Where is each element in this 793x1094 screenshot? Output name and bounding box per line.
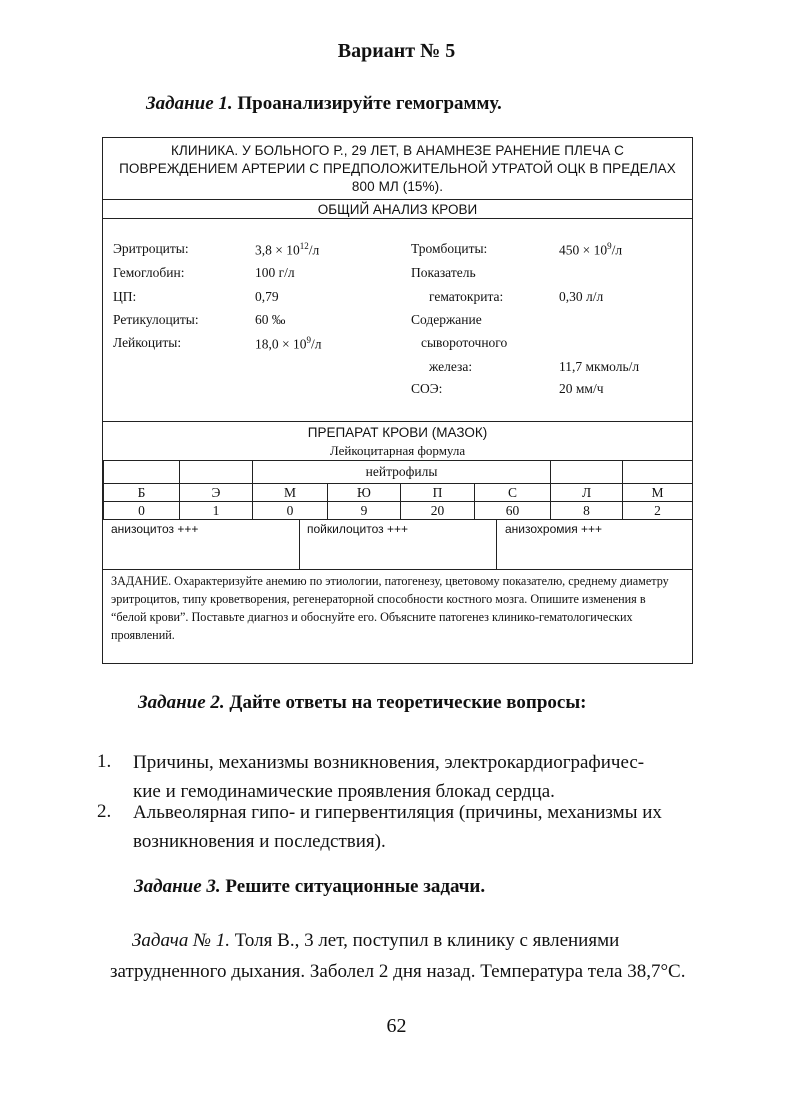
case-task-text: ЗАДАНИЕ. Охарактеризуйте анемию по этиологии, патогенезу, цветовому показателю, среднему диаметру эритроцитов, типу кроветворения, регенераторной способности костного мозга. Опишите изменения в “белой крови”. Поставьте диагноз и обоснуйте его. Объясните патогенез клинико-гематологических проявлений. (111, 574, 669, 642)
table-cell (551, 461, 623, 484)
question-2-line-1: Альвеолярная гипо- и гипервентиляция (причины, механизмы их (133, 802, 662, 823)
anisocytosis: анизоцитоз +++ (111, 522, 199, 536)
question-number: 1. (97, 751, 112, 772)
table-cell: 9 (328, 502, 401, 520)
table-cell: 0 (253, 502, 328, 520)
plt-value: $450 \times 10^9/л$ (559, 241, 623, 258)
task1-heading (146, 93, 502, 115)
table-cell: 8 (551, 502, 623, 520)
leukocyte-formula-table (103, 460, 693, 520)
hct-label-2: гематокрита: (429, 289, 504, 304)
question-2-line-2: возникновения и последствия). (133, 831, 386, 852)
wbc-label: Лейкоциты: (113, 335, 182, 350)
task3-text: Решите ситуационные задачи. (225, 876, 486, 897)
table-row (104, 484, 693, 502)
table-cell: 60 (475, 502, 551, 520)
divider (496, 519, 497, 569)
ci-label: ЦП: (113, 289, 137, 304)
hb-label: Гемоглобин: (113, 265, 185, 280)
table-header: С (475, 484, 551, 502)
table-header: М (623, 484, 693, 502)
task3-label: Задание 3. (134, 876, 221, 897)
anisochromia: анизохромия +++ (505, 522, 603, 536)
table-header: Л (551, 484, 623, 502)
table-cell: 2 (623, 502, 693, 520)
poikilocytosis: пойкилоцитоз +++ (307, 522, 408, 536)
table-header: Ю (328, 484, 401, 502)
divider (103, 421, 692, 422)
question-number: 2. (97, 801, 112, 822)
divider (103, 199, 692, 200)
iron-value: 11,7 мкмоль/л (559, 359, 640, 374)
table-header: Э (180, 484, 253, 502)
esr-value: 20 мм/ч (559, 381, 604, 396)
iron-label-1: Содержание (411, 312, 482, 327)
table-cell: 1 (180, 502, 253, 520)
table-header: П (401, 484, 475, 502)
task1-text: Проанализируйте гемограмму. (237, 93, 502, 114)
table-header: М (253, 484, 328, 502)
hct-label-1: Показатель (411, 265, 476, 280)
rbc-value: $3,8 \times 10^{12}/л$ (255, 241, 320, 258)
divider (103, 569, 692, 570)
wbc-value: $18,0 \times 10^9/л$ (255, 335, 322, 352)
table-row (104, 502, 693, 520)
neutrophils-header: нейтрофилы (253, 461, 551, 484)
page-number: 62 (386, 1015, 407, 1037)
hct-value: 0,30 л/л (559, 289, 604, 304)
case-box (102, 137, 693, 664)
table-cell (104, 461, 180, 484)
leukocyte-formula-title: Лейкоцитарная формула (329, 443, 466, 458)
question-2 (133, 798, 662, 856)
problem-1-label: Задача № 1. (132, 930, 230, 951)
problem-1 (110, 925, 698, 987)
page-title: Вариант № 5 (337, 40, 456, 62)
divider (103, 218, 692, 219)
retic-label: Ретикулоциты: (113, 312, 199, 327)
table-cell (623, 461, 693, 484)
esr-label: СОЭ: (411, 381, 443, 396)
question-1-line-1: Причины, механизмы возникновения, электрокардиографичес- (133, 752, 645, 773)
question-1-line-2: кие и гемодинамические проявления блокад сердца. (133, 781, 555, 802)
task3-heading (134, 876, 485, 898)
task1-label: Задание 1. (146, 93, 233, 114)
divider (299, 519, 300, 569)
iron-label-2: сывороточного (421, 335, 508, 350)
retic-value: 60 ‰ (255, 312, 286, 327)
table-row (104, 461, 693, 484)
ci-value: 0,79 (255, 289, 279, 304)
hb-value: 100 г/л (255, 265, 295, 280)
cbc-title: ОБЩИЙ АНАЛИЗ КРОВИ (317, 202, 478, 217)
smear-title: ПРЕПАРАТ КРОВИ (МАЗОК) (307, 425, 488, 440)
task2-text: Дайте ответы на теоретические вопросы: (229, 692, 587, 713)
clinic-text: КЛИНИКА. У БОЛЬНОГО Р., 29 ЛЕТ, В АНАМНЕЗЕ РАНЕНИЕ ПЛЕЧА С ПОВРЕЖДЕНИЕМ АРТЕРИИ С ПРЕДПОЛОЖИТЕЛЬНОЙ УТРАТОЙ ОЦК В ПРЕДЕЛАХ 800 МЛ (15%). (119, 143, 676, 194)
task2-heading (138, 692, 587, 714)
rbc-label: Эритроциты: (113, 241, 189, 256)
table-cell: 20 (401, 502, 475, 520)
task2-label: Задание 2. (138, 692, 225, 713)
table-cell: 0 (104, 502, 180, 520)
plt-label: Тромбоциты: (411, 241, 488, 256)
iron-label-3: железа: (429, 359, 473, 374)
table-cell (180, 461, 253, 484)
problem-1-text: Толя В., 3 лет, поступил в клинику с явлениями затрудненного дыхания. Заболел 2 дня назад. Температура тела 38,7°С. (110, 930, 686, 982)
table-header: Б (104, 484, 180, 502)
